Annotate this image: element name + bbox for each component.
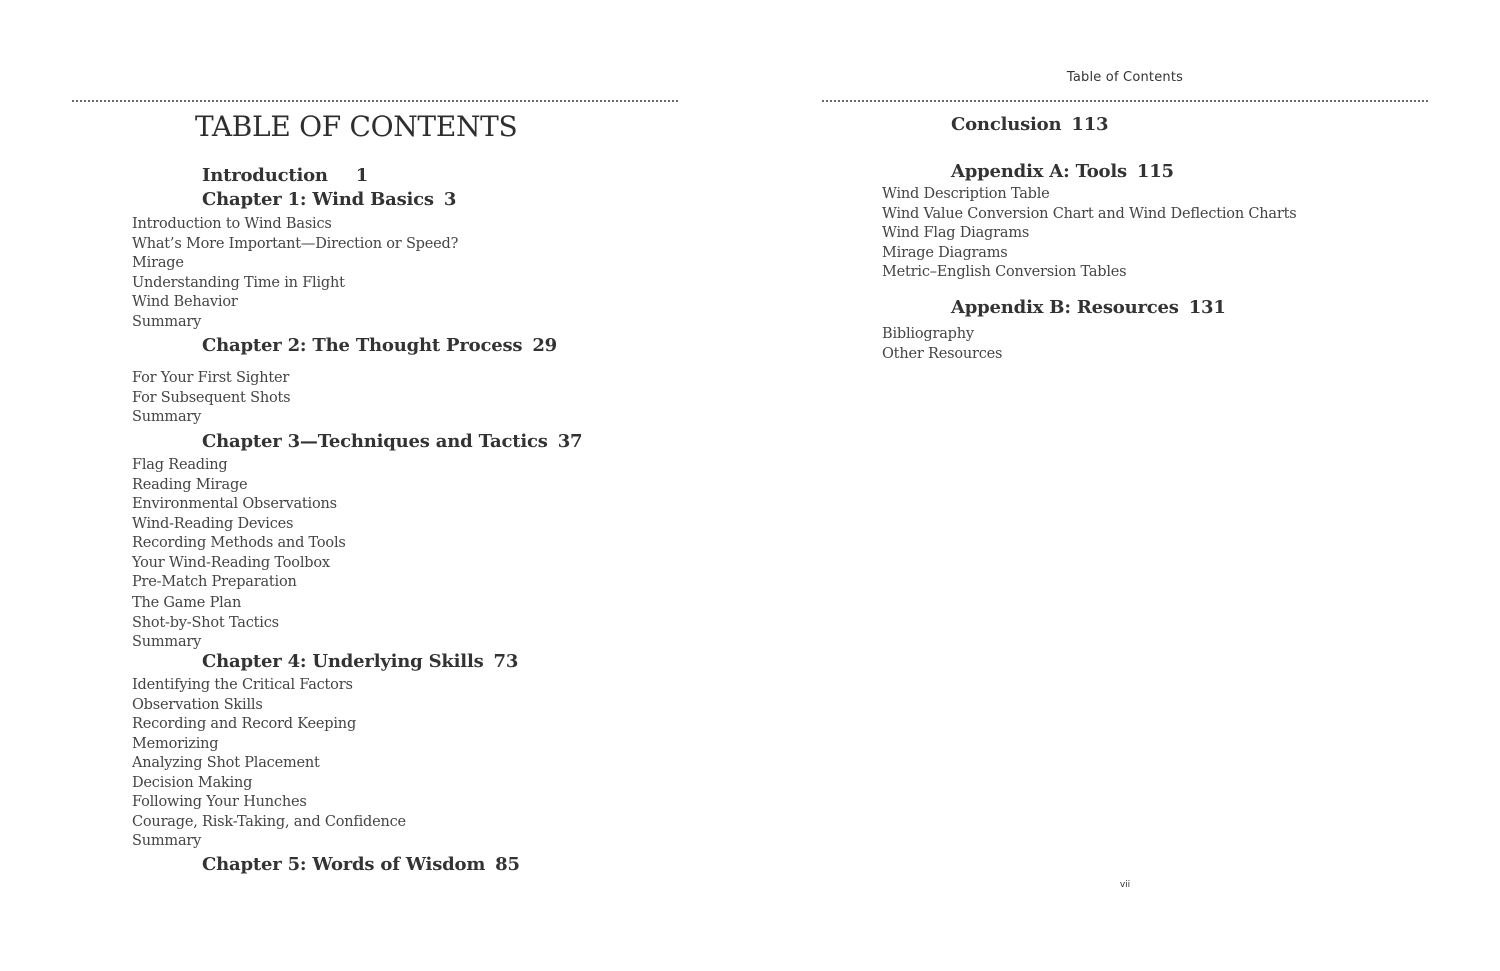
left-page-rule <box>72 100 678 102</box>
toc-entry[interactable]: Summary <box>132 634 202 650</box>
toc-conclusion[interactable] <box>951 114 1108 135</box>
toc-heading-label: Chapter 4: Underlying Skills <box>202 651 484 672</box>
toc-entry[interactable]: Courage, Risk-Taking, and Confidence <box>132 813 406 830</box>
toc-entry[interactable]: Recording and Record Keeping <box>132 716 357 732</box>
right-page-rule <box>822 100 1428 102</box>
toc-entry[interactable]: Decision Making <box>132 774 253 791</box>
toc-heading-label: Conclusion <box>951 114 1062 135</box>
toc-entry[interactable]: Following Your Hunches <box>132 794 307 810</box>
toc-entry[interactable]: Recording Methods and Tools <box>132 535 346 551</box>
toc-entry[interactable]: What’s More Important—Direction or Speed? <box>132 235 459 252</box>
toc-entry[interactable]: For Subsequent Shots <box>132 389 291 406</box>
chapter-1-sections <box>132 215 458 332</box>
toc-entry[interactable]: Wind-Reading Devices <box>132 515 294 532</box>
toc-page-number: 113 <box>1071 114 1109 135</box>
toc-entry[interactable]: Other Resources <box>882 345 1003 362</box>
toc-entry[interactable]: Wind Behavior <box>132 294 238 310</box>
toc-entry[interactable]: The Game Plan <box>132 595 242 611</box>
toc-page-number: 37 <box>557 431 583 452</box>
chapter-2-sections <box>132 369 290 428</box>
toc-heading-label: Chapter 1: Wind Basics <box>202 189 434 210</box>
toc-entry[interactable]: Wind Flag Diagrams <box>882 225 1030 241</box>
toc-entry[interactable]: For Your First Sighter <box>132 370 290 386</box>
toc-page-number: 3 <box>443 189 457 210</box>
toc-page-number: 131 <box>1188 297 1226 318</box>
toc-page-number: 29 <box>532 335 558 356</box>
toc-entry[interactable]: Wind Description Table <box>882 186 1050 202</box>
toc-chapter-5[interactable] <box>202 854 520 875</box>
chapter-4-sections <box>132 676 406 852</box>
running-head: Table of Contents <box>1066 70 1184 85</box>
page-number: vii <box>1119 880 1131 890</box>
toc-entry[interactable]: Memorizing <box>132 735 219 752</box>
appendix-a-sections <box>882 185 1296 283</box>
toc-heading-label: Appendix A: Tools <box>951 161 1127 182</box>
toc-appendix-b[interactable] <box>951 297 1226 318</box>
toc-entry[interactable]: Environmental Observations <box>132 496 337 512</box>
toc-entry[interactable]: Understanding Time in Flight <box>132 274 345 291</box>
toc-appendix-a[interactable] <box>951 161 1174 182</box>
toc-entry[interactable]: Mirage <box>132 255 184 271</box>
toc-page-number: 1 <box>355 165 369 186</box>
toc-entry[interactable]: Bibliography <box>882 326 974 342</box>
toc-entry[interactable]: Observation Skills <box>132 696 263 713</box>
toc-entry[interactable]: Flag Reading <box>132 457 228 473</box>
toc-entry[interactable]: Mirage Diagrams <box>882 244 1008 261</box>
chapter-3-sections-continued <box>132 594 279 653</box>
toc-entry[interactable]: Reading Mirage <box>132 476 248 493</box>
toc-entry[interactable]: Summary <box>132 409 202 425</box>
toc-entry[interactable]: Summary <box>132 833 202 849</box>
toc-heading-label: Chapter 5: Words of Wisdom <box>202 854 486 875</box>
appendix-b-sections <box>882 325 1002 364</box>
toc-heading-label: Chapter 3—Techniques and Tactics <box>202 431 548 452</box>
toc-heading-label: Appendix B: Resources <box>951 297 1179 318</box>
toc-page-number: 115 <box>1136 161 1174 182</box>
chapter-3-sections <box>132 456 346 593</box>
toc-chapter-3[interactable] <box>202 431 582 452</box>
toc-entry[interactable]: Shot-by-Shot Tactics <box>132 614 279 631</box>
toc-page-number: 85 <box>495 854 520 875</box>
toc-heading-label: Chapter 2: The Thought Process <box>202 335 523 356</box>
toc-introduction[interactable] <box>202 165 368 186</box>
toc-entry[interactable]: Metric–English Conversion Tables <box>882 264 1127 280</box>
toc-chapter-2[interactable] <box>202 335 557 356</box>
toc-entry[interactable]: Identifying the Critical Factors <box>132 677 353 693</box>
toc-entry[interactable]: Summary <box>132 313 202 330</box>
toc-chapter-1[interactable] <box>202 189 456 210</box>
page-title: TABLE OF CONTENTS <box>195 110 518 143</box>
toc-entry[interactable]: Pre-Match Preparation <box>132 574 297 590</box>
toc-entry[interactable]: Analyzing Shot Placement <box>132 755 320 771</box>
toc-page-number: 73 <box>493 651 519 672</box>
toc-entry[interactable]: Introduction to Wind Basics <box>132 216 332 232</box>
toc-entry[interactable]: Wind Value Conversion Chart and Wind Deflection Charts <box>882 205 1297 222</box>
toc-chapter-4[interactable] <box>202 651 518 672</box>
toc-heading-label: Introduction <box>202 165 328 186</box>
toc-entry[interactable]: Your Wind-Reading Toolbox <box>132 554 330 571</box>
